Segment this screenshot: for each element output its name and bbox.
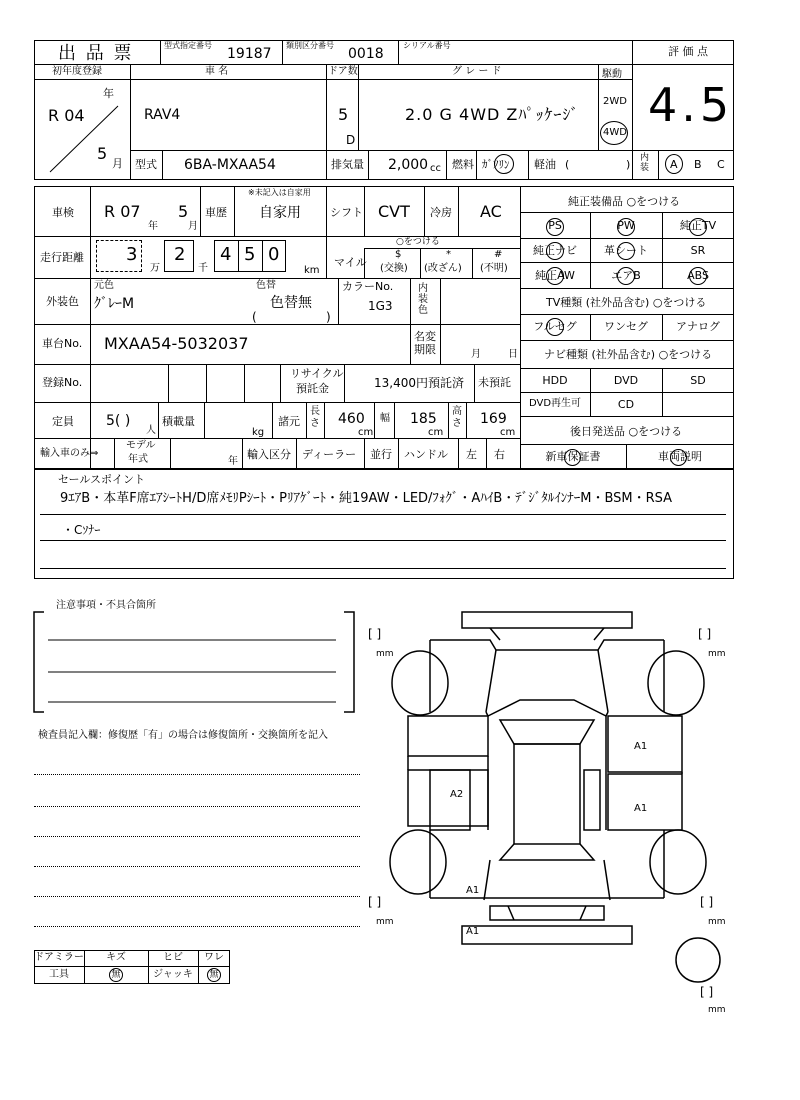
sales-line-2: ・Cｿﾅｰ — [62, 523, 101, 537]
tread-mm-rl: mm — [376, 917, 394, 927]
nav-cd: CD — [617, 398, 635, 411]
tread-bracket-fr: [ ] — [698, 627, 712, 641]
tread-mm-fl: mm — [376, 649, 394, 659]
shift: CVT — [378, 202, 410, 221]
fuel: ｶﾞｿﾘﾝ — [482, 158, 510, 171]
tv-full: フルセグ — [533, 320, 577, 333]
post-manual: 車両説明 — [658, 450, 702, 463]
km-unit: km — [304, 265, 320, 276]
width-unit: cm — [428, 427, 444, 438]
interior-a: A — [670, 158, 678, 171]
light-oil: 軽油 — [534, 158, 556, 171]
tread-mm-rr: mm — [708, 917, 726, 927]
import-type-label: 輸入区分 — [247, 448, 291, 461]
fuel-label: 燃料 — [452, 158, 474, 171]
mark-right-rear-door: A1 — [634, 803, 648, 814]
chassis-label: 車台No. — [42, 337, 83, 350]
tread-bracket-fl: [ ] — [368, 627, 382, 641]
mileage-d3: 4 — [220, 244, 232, 265]
crack: ヒビ — [163, 952, 183, 963]
class-code-label: 類別区分番号 — [286, 41, 334, 50]
model-year-label-1: モデル — [126, 440, 156, 451]
height: 169 — [480, 411, 507, 427]
equip-leather: 革シート — [604, 244, 648, 257]
reg-year: R 04 — [48, 106, 85, 125]
repaint-label: 色替 — [256, 280, 276, 291]
drive-4wd: 4WD — [603, 127, 627, 138]
tread-bracket-rl: [ ] — [368, 895, 382, 909]
capacity: 5( ) — [106, 413, 131, 429]
exterior-label: 外装色 — [46, 295, 79, 308]
tread-bracket-spare: [ ] — [700, 985, 714, 999]
sales-line-1: 9ｴｱB・本革F席ｴｱｼｰﾄH/D席ﾒﾓﾘPｼｰﾄ・Pﾘｱｹﾞｰﾄ・純19AW・LED/ﾌｫｸﾞ・AﾊｲB・ﾃﾞｼﾞﾀﾙｲﾝﾅｰM・BSM・RSA — [60, 491, 673, 506]
car-name: RAV4 — [144, 107, 181, 123]
recycle-label-1: リサイクル — [290, 367, 344, 380]
title-day: 日 — [508, 349, 518, 360]
color-no: 1G3 — [368, 299, 393, 313]
grade-label: グ レ ー ド — [452, 66, 502, 77]
interior-label: 内装 — [640, 153, 650, 173]
history: 自家用 — [259, 205, 301, 221]
drive-2wd: 2WD — [603, 96, 627, 107]
post-title: 後日発送品 ○をつける — [570, 425, 683, 438]
equip-sr: SR — [690, 244, 706, 257]
nav-sd: SD — [690, 374, 706, 387]
reg-year-unit: 年 — [103, 87, 114, 100]
repaint: 色替無 — [270, 295, 312, 311]
displacement: 2,000 — [388, 157, 429, 173]
title-label: 名変期限 — [414, 330, 436, 356]
dealer: ディーラー — [302, 448, 357, 461]
capacity-unit: 人 — [146, 425, 156, 436]
width: 185 — [410, 411, 437, 427]
interior-color-label: 内装色 — [418, 283, 428, 316]
mileage-d4: 5 — [244, 244, 256, 265]
jack-label: ジャッキ — [153, 969, 193, 980]
mileage-d1: 3 — [126, 244, 138, 265]
equip-abs: ABS — [687, 269, 709, 282]
inspection-label: 車検 — [52, 206, 74, 219]
tamper: (改ざん) — [424, 263, 462, 274]
unknown: (不明) — [480, 263, 508, 274]
equip-aw: 純正AW — [535, 269, 575, 282]
load-label: 積載量 — [162, 415, 195, 428]
tread-mm-fr: mm — [708, 649, 726, 659]
door-mirror: ドアミラー — [34, 952, 84, 963]
shift-label: シフト — [330, 206, 363, 219]
orig-color: ｸﾞﾚｰM — [94, 296, 135, 312]
handle-right: 右 — [494, 448, 505, 461]
length-unit: cm — [358, 427, 374, 438]
model-year-unit: 年 — [228, 456, 238, 467]
parallel: 並行 — [370, 448, 392, 461]
repaint-paren-close: ) — [326, 310, 331, 324]
mile: マイル — [334, 256, 367, 269]
unknown-sym: # — [494, 249, 503, 260]
grade: 2.0 G 4WD Zﾊﾟｯｹｰｼﾞ — [405, 105, 580, 124]
orig-label: 元色 — [94, 280, 114, 291]
drive-label: 駆動 — [602, 69, 622, 80]
reg-no-label: 登録No. — [42, 376, 83, 389]
chassis: MXAA54-5032037 — [104, 334, 249, 353]
height-unit: cm — [500, 427, 516, 438]
sales-label: セールスポイント — [58, 473, 146, 486]
nav-hdd: HDD — [542, 374, 568, 387]
tamper-sym: * — [446, 249, 451, 260]
color-no-label: カラーNo. — [342, 280, 394, 293]
score-value: 4.5 — [648, 78, 734, 132]
capacity-label: 定員 — [52, 415, 74, 428]
mark-right-front-door: A1 — [634, 741, 648, 752]
dims-label: 諸元 — [278, 415, 300, 428]
mark-rear-bumper: A1 — [466, 926, 480, 937]
door-count: 5 — [338, 105, 349, 124]
model-code: 19187 — [227, 46, 272, 62]
equip-tv: 純正TV — [679, 219, 717, 232]
break: ワレ — [204, 952, 224, 963]
equip-pw: PW — [617, 219, 635, 232]
fuel-paren-open: ( — [565, 158, 570, 171]
man-unit: 万 — [150, 263, 160, 274]
exchange: (交換) — [380, 263, 408, 274]
reg-month-unit: 月 — [112, 157, 123, 170]
mileage-d2: 2 — [174, 244, 186, 265]
mileage-label: 走行距離 — [40, 251, 84, 264]
import-label: 輸入車のみ⇒ — [40, 448, 99, 459]
door-type: D — [346, 133, 356, 147]
handle-left: 左 — [466, 448, 477, 461]
tv-one: ワンセグ — [604, 320, 648, 333]
recycle-label-2: 預託金 — [296, 382, 329, 395]
history-label: 車歴 — [205, 206, 227, 219]
fuel-paren-close: ) — [626, 158, 631, 171]
tools-label: 工具 — [49, 969, 69, 980]
height-label: 高さ — [452, 406, 462, 429]
score-label: 評 価 点 — [668, 45, 708, 58]
caution-label: 注意事項・不具合箇所 — [56, 600, 156, 611]
scratch: キズ — [106, 952, 126, 963]
mileage-note: ○をつける — [396, 237, 440, 247]
tv-title: TV種類 (社外品含む) ○をつける — [546, 296, 707, 309]
interior-b: B — [694, 158, 702, 171]
exchange-sym: $ — [395, 249, 402, 260]
ac: AC — [480, 202, 502, 221]
name-label: 車 名 — [205, 66, 229, 77]
title-month: 月 — [471, 349, 481, 360]
reg-label: 初年度登録 — [52, 66, 102, 77]
class-code: 0018 — [348, 46, 384, 62]
tread-mm-spare: mm — [708, 1005, 726, 1015]
tools-value: 無 — [111, 970, 121, 980]
equipment-title: 純正装備品 ○をつける — [568, 195, 681, 208]
nav-dvd-play: DVD再生可 — [528, 398, 582, 409]
mileage-d5: 0 — [268, 244, 280, 265]
equip-nav: 純正ナビ — [533, 244, 577, 257]
inspection-year-unit: 年 — [148, 221, 158, 232]
inspection-month: 5 — [178, 202, 189, 221]
serial-label: シリアル番号 — [403, 41, 451, 50]
recycle-status: 未預託 — [478, 376, 511, 389]
tread-bracket-rr: [ ] — [700, 895, 714, 909]
equip-airbag: エアB — [611, 269, 641, 282]
reg-month: 5 — [97, 144, 108, 163]
width-label: 幅 — [380, 413, 390, 424]
interior-c: C — [717, 158, 725, 171]
load-unit: kg — [252, 427, 265, 438]
mark-left-rear-door: A2 — [450, 789, 464, 800]
equip-ps: PS — [548, 219, 562, 232]
inspection-year: R 07 — [104, 202, 141, 221]
model: 6BA-MXAA54 — [184, 157, 276, 173]
sen-unit: 千 — [198, 263, 208, 274]
mark-rear-left: A1 — [466, 885, 480, 896]
model-label: 型式 — [135, 158, 157, 171]
displacement-label: 排気量 — [331, 158, 364, 171]
ac-label: 冷房 — [430, 206, 452, 219]
nav-dvd: DVD — [613, 374, 639, 387]
model-year-label-2: 年式 — [128, 454, 148, 465]
tv-analog: アナログ — [676, 320, 720, 333]
repaint-paren-open: ( — [252, 310, 257, 324]
model-code-label: 型式指定番号 — [164, 41, 212, 50]
recycle: 13,400円預託済 — [374, 376, 464, 390]
handle-label: ハンドル — [404, 448, 448, 461]
nav-title: ナビ種類 (社外品含む) ○をつける — [544, 348, 713, 361]
length-label: 長さ — [310, 406, 320, 429]
post-warranty: 新車保証書 — [545, 450, 601, 463]
jack-value: 無 — [209, 970, 219, 980]
history-note: ※未記入は自家用 — [248, 188, 311, 197]
inspector-label: 検査員記入欄：修復歴「有」の場合は修復箇所・交換箇所を記入 — [38, 730, 328, 741]
displacement-unit: cc — [430, 163, 441, 174]
door-label: ドア数 — [328, 66, 358, 77]
form-title: 出 品 票 — [58, 43, 134, 64]
length: 460 — [338, 411, 365, 427]
inspection-month-unit: 月 — [188, 221, 198, 232]
